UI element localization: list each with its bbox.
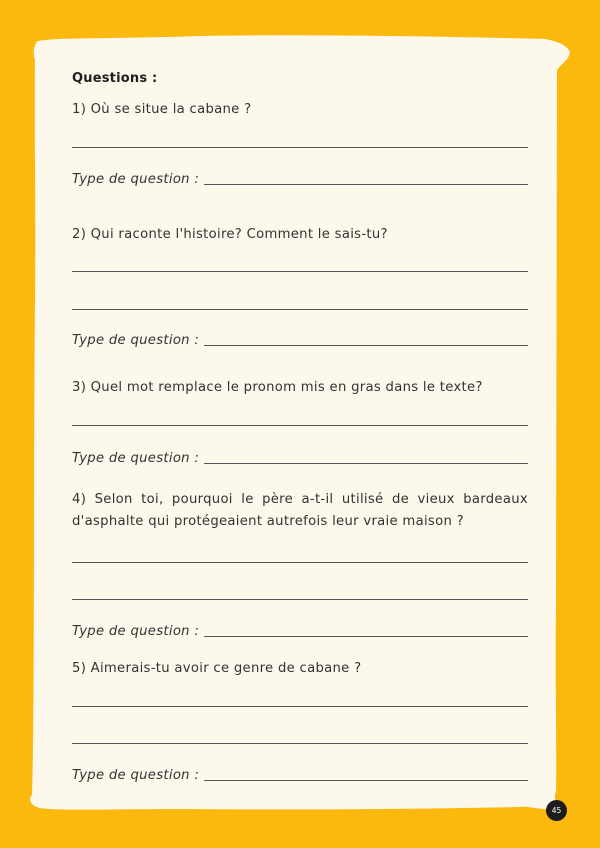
answer-line[interactable] (72, 599, 528, 600)
question-type-field[interactable] (72, 620, 528, 640)
question-type-line[interactable] (204, 345, 528, 346)
answer-line[interactable] (72, 147, 528, 148)
answer-line[interactable] (72, 706, 528, 707)
answer-line[interactable] (72, 425, 528, 426)
questions-heading: Questions : (72, 71, 158, 86)
question-type-field[interactable] (72, 447, 528, 467)
answer-line[interactable] (72, 562, 528, 563)
question-type-line[interactable] (204, 636, 528, 637)
question-type-field[interactable] (72, 168, 528, 188)
page-number-badge: 45 (546, 800, 567, 821)
question-type-line[interactable] (204, 184, 528, 185)
question-1: 1) Où se situe la cabane ? (72, 102, 252, 117)
question-type-label: Type de question : (72, 172, 200, 187)
question-5: 5) Aimerais-tu avoir ce genre de cabane ? (72, 661, 362, 676)
question-3: 3) Quel mot remplace le pronom mis en gras dans le texte? (72, 380, 483, 395)
question-type-field[interactable] (72, 764, 528, 784)
answer-line[interactable] (72, 743, 528, 744)
question-type-label: Type de question : (72, 451, 200, 466)
question-4: 4) Selon toi, pourquoi le père a-t-il utilisé de vieux bardeaux d'asphalte qui protégeaient autrefois leur vraie maison ? (72, 492, 528, 529)
question-type-field[interactable] (72, 329, 528, 349)
question-type-label: Type de question : (72, 624, 200, 639)
question-2: 2) Qui raconte l'histoire? Comment le sais-tu? (72, 227, 388, 242)
answer-line[interactable] (72, 271, 528, 272)
question-type-line[interactable] (204, 463, 528, 464)
answer-line[interactable] (72, 309, 528, 310)
question-type-label: Type de question : (72, 333, 200, 348)
question-type-label: Type de question : (72, 768, 200, 783)
question-type-line[interactable] (204, 780, 528, 781)
